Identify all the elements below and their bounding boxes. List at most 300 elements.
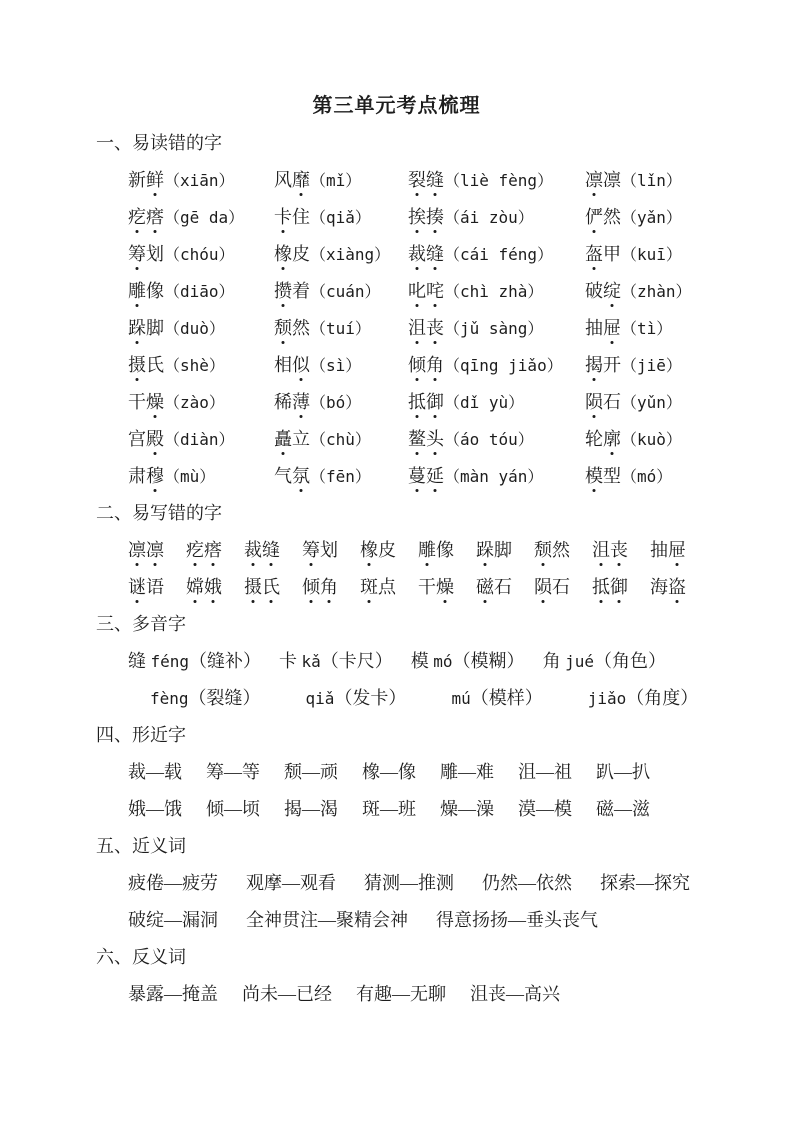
section-row: [128, 791, 737, 828]
pinyin-annotation: （xiàng）: [310, 245, 391, 264]
cn-word: [476, 540, 512, 560]
section-row: [128, 347, 737, 384]
cn-char: 缝: [262, 540, 280, 560]
cn-char: 风: [274, 170, 292, 190]
cn-char: 摄: [244, 577, 262, 597]
cn-char: 模: [585, 466, 603, 486]
pinyin-annotation: （bó）: [310, 393, 362, 412]
cn-word: [585, 244, 621, 264]
polyphone-reading: jué: [565, 652, 594, 671]
word-pair: 磁—滋: [596, 799, 650, 819]
cn-char: 稀: [274, 392, 292, 412]
cn-word: [585, 429, 621, 449]
cn-char: 盔: [585, 244, 603, 264]
cn-char: 橡: [274, 244, 292, 264]
word-entry: [585, 273, 737, 310]
pinyin-annotation: （xiān）: [164, 171, 235, 190]
cn-char: 疙: [128, 207, 146, 227]
cn-word: [128, 466, 164, 486]
word-entry: [302, 532, 338, 569]
cn-word: [128, 170, 164, 190]
word-entry: [585, 162, 737, 199]
cn-char: 皮: [378, 540, 396, 560]
cn-char: 筹: [128, 244, 146, 264]
cn-char: 肃: [128, 466, 146, 486]
pinyin-annotation: （yǔn）: [621, 393, 682, 412]
cn-word: [585, 318, 621, 338]
word-entry: [408, 458, 585, 495]
cn-char: 雕: [128, 281, 146, 301]
cn-char: 穆: [146, 466, 164, 486]
cn-char: 盗: [668, 577, 686, 597]
cn-char: 裁: [244, 540, 262, 560]
cn-char: 磁: [476, 577, 494, 597]
cn-char: 筹: [302, 540, 320, 560]
pinyin-annotation: （qiǎ）: [310, 208, 371, 227]
word-pair: 得意扬扬—垂头丧气: [436, 910, 598, 930]
cn-word: [585, 355, 621, 375]
pinyin-annotation: （tì）: [621, 319, 673, 338]
cn-char: 然: [552, 540, 570, 560]
word-entry: [650, 569, 686, 606]
word-entry: [592, 569, 628, 606]
polyphone-character: 角: [542, 651, 566, 671]
word-pair: 揭—渴: [284, 799, 338, 819]
cn-char: 甲: [603, 244, 621, 264]
cn-word: [408, 466, 444, 486]
cn-char: 揍: [426, 207, 444, 227]
word-entry: [244, 569, 280, 606]
word-entry: [408, 273, 585, 310]
cn-char: 抽: [650, 540, 668, 560]
cn-char: 鲜: [146, 170, 164, 190]
polyphone-reading: mó: [433, 652, 453, 671]
word-entry: [585, 310, 737, 347]
word-entry: [592, 532, 628, 569]
cn-char: 燥: [146, 392, 164, 412]
cn-char: 氏: [146, 355, 164, 375]
cn-char: 瘩: [204, 540, 222, 560]
section-similar-shaped-characters: [96, 717, 737, 828]
cn-char: 宫: [128, 429, 146, 449]
cn-char: 燥: [436, 577, 454, 597]
cn-char: 凛: [128, 540, 146, 560]
cn-word: [408, 244, 444, 264]
cn-char: 开: [603, 355, 621, 375]
cn-char: 裂: [408, 170, 426, 190]
polyphone-example: （模糊）: [452, 651, 525, 671]
cn-word: [408, 392, 444, 412]
word-entry: [585, 199, 737, 236]
polyphone-example: （角色）: [593, 651, 666, 671]
cn-word: [534, 540, 570, 560]
cn-word: [244, 577, 280, 597]
cn-char: 石: [552, 577, 570, 597]
cn-char: 沮: [408, 318, 426, 338]
pinyin-annotation: （shè）: [164, 356, 225, 375]
polyphone-example: （发卡）: [334, 688, 407, 708]
cn-char: 斑: [360, 577, 378, 597]
polyphone-example: （缝补）: [189, 651, 262, 671]
word-entry: [128, 347, 274, 384]
cn-char: 陨: [534, 577, 552, 597]
pinyin-annotation: （cuán）: [310, 282, 381, 301]
cn-char: 住: [292, 207, 310, 227]
cn-char: 卡: [274, 207, 292, 227]
pinyin-annotation: （mù）: [164, 467, 216, 486]
cn-word: [585, 466, 621, 486]
section-row: [128, 421, 737, 458]
word-pair: 仍然—依然: [482, 873, 572, 893]
pinyin-annotation: （yǎn）: [621, 208, 682, 227]
word-entry: [274, 162, 408, 199]
cn-char: 然: [292, 318, 310, 338]
polyphone-entry: [411, 643, 525, 680]
word-entry: [650, 532, 686, 569]
word-entry: [274, 384, 408, 421]
cn-char: 裁: [408, 244, 426, 264]
word-entry: [186, 569, 222, 606]
cn-char: 沮: [592, 540, 610, 560]
section-heading: 一、易读错的字: [96, 133, 222, 153]
cn-char: 凛: [603, 170, 621, 190]
section-row: [128, 754, 737, 791]
cn-char: 谜: [128, 577, 146, 597]
cn-char: 划: [146, 244, 164, 264]
cn-word: [274, 392, 310, 412]
cn-char: 丧: [610, 540, 628, 560]
section-antonyms: [96, 939, 737, 1013]
cn-char: 划: [320, 540, 338, 560]
word-entry: [534, 569, 570, 606]
cn-char: 颓: [274, 318, 292, 338]
section-row: [128, 902, 737, 939]
cn-word: [360, 540, 396, 560]
cn-char: 屉: [603, 318, 621, 338]
cn-char: 语: [146, 577, 164, 597]
pinyin-annotation: （liè fèng）: [444, 171, 554, 190]
section-row: [128, 273, 737, 310]
cn-word: [408, 429, 444, 449]
word-entry: [128, 162, 274, 199]
pinyin-annotation: （zhàn）: [621, 282, 692, 301]
pinyin-annotation: （duò）: [164, 319, 225, 338]
cn-word: [408, 207, 444, 227]
polyphone-entry: [150, 680, 261, 717]
cn-char: 摄: [128, 355, 146, 375]
cn-char: 攒: [274, 281, 292, 301]
word-entry: [186, 532, 222, 569]
cn-word: [302, 577, 338, 597]
cn-char: 蔓: [408, 466, 426, 486]
cn-char: 像: [146, 281, 164, 301]
cn-char: 干: [128, 392, 146, 412]
pinyin-annotation: （diàn）: [164, 430, 235, 449]
word-entry: [274, 236, 408, 273]
word-entry: [128, 458, 274, 495]
word-entry: [128, 421, 274, 458]
pinyin-annotation: （diāo）: [164, 282, 235, 301]
polyphone-example: （裂缝）: [188, 688, 261, 708]
word-pair: 探索—探究: [600, 873, 690, 893]
cn-word: [244, 540, 280, 560]
word-entry: [585, 421, 737, 458]
polyphone-example: （角度）: [626, 688, 699, 708]
pinyin-annotation: （tuí）: [310, 319, 371, 338]
cn-char: 像: [436, 540, 454, 560]
cn-word: [274, 466, 310, 486]
word-entry: [274, 347, 408, 384]
cn-char: 新: [128, 170, 146, 190]
cn-char: 跺: [128, 318, 146, 338]
cn-word: [418, 577, 454, 597]
section-heading: 六、反义词: [96, 947, 186, 967]
word-pair: 颓—顽: [284, 762, 338, 782]
polyphone-reading: féng: [150, 652, 190, 671]
pinyin-annotation: （zào）: [164, 393, 225, 412]
section-row: [128, 310, 737, 347]
cn-word: [408, 170, 444, 190]
cn-char: 角: [320, 577, 338, 597]
cn-char: 揭: [585, 355, 603, 375]
section-heading: 二、易写错的字: [96, 503, 222, 523]
pinyin-annotation: （lǐn）: [621, 171, 682, 190]
polyphone-entry: [128, 643, 261, 680]
cn-word: [650, 540, 686, 560]
cn-word: [128, 207, 164, 227]
word-entry: [274, 199, 408, 236]
pinyin-annotation: （jǔ sàng）: [444, 319, 544, 338]
word-pair: 破绽—漏洞: [128, 910, 218, 930]
document-title: 第三单元考点梳理: [312, 95, 481, 117]
word-entry: [585, 384, 737, 421]
section-heading: 四、形近字: [96, 725, 186, 745]
cn-word: [128, 429, 164, 449]
word-entry: [585, 347, 737, 384]
cn-word: [585, 281, 621, 301]
word-entry: [408, 347, 585, 384]
cn-char: 抽: [585, 318, 603, 338]
pinyin-annotation: （cái féng）: [444, 245, 554, 264]
cn-word: [534, 577, 570, 597]
polyphone-reading: jiǎo: [587, 689, 627, 708]
word-entry: [534, 532, 570, 569]
cn-char: 跺: [476, 540, 494, 560]
cn-word: [592, 577, 628, 597]
cn-word: [650, 577, 686, 597]
word-pair: 橡—像: [362, 762, 416, 782]
word-entry: [585, 458, 737, 495]
cn-word: [128, 355, 164, 375]
word-entry: [408, 199, 585, 236]
cn-char: 立: [292, 429, 310, 449]
cn-char: 相: [274, 355, 292, 375]
cn-word: [585, 392, 621, 412]
cn-char: 凛: [585, 170, 603, 190]
pinyin-annotation: （ái zòu）: [444, 208, 534, 227]
word-pair: 雕—难: [440, 762, 494, 782]
section-easy-miswrite-characters: [96, 495, 737, 606]
section-row: [128, 532, 737, 569]
cn-char: 头: [426, 429, 444, 449]
cn-word: [186, 577, 222, 597]
word-pair: 暴露—掩盖: [128, 984, 218, 1004]
cn-word: [476, 577, 512, 597]
cn-word: [408, 281, 444, 301]
polyphone-reading: kǎ: [301, 652, 321, 671]
pinyin-annotation: （chì zhà）: [444, 282, 544, 301]
cn-char: 抵: [408, 392, 426, 412]
word-entry: [408, 421, 585, 458]
cn-char: 雕: [418, 540, 436, 560]
polyphone-entry: [451, 680, 542, 717]
pinyin-annotation: （chóu）: [164, 245, 235, 264]
cn-char: 缝: [426, 170, 444, 190]
cn-char: 干: [418, 577, 436, 597]
word-entry: [128, 310, 274, 347]
cn-word: [418, 540, 454, 560]
word-pair: 疲倦—疲劳: [128, 873, 218, 893]
polyphone-entry: [306, 680, 407, 717]
word-entry: [128, 569, 164, 606]
word-entry: [585, 236, 737, 273]
polyphone-example: （模样）: [470, 688, 543, 708]
cn-char: 殿: [146, 429, 164, 449]
word-pair: 燥—澡: [440, 799, 494, 819]
cn-char: 氛: [292, 466, 310, 486]
cn-char: 御: [426, 392, 444, 412]
cn-char: 海: [650, 577, 668, 597]
section-synonyms: [96, 828, 737, 939]
cn-word: [128, 281, 164, 301]
word-entry: [244, 532, 280, 569]
cn-char: 嫦: [186, 577, 204, 597]
pinyin-annotation: （kuò）: [621, 430, 682, 449]
cn-char: 娥: [204, 577, 222, 597]
word-entry: [360, 532, 396, 569]
word-pair: 娥—饿: [128, 799, 182, 819]
cn-char: 轮: [585, 429, 603, 449]
pinyin-annotation: （áo tóu）: [444, 430, 534, 449]
section-row: [128, 199, 737, 236]
cn-word: [274, 318, 310, 338]
polyphone-character: 模: [410, 651, 434, 671]
cn-char: 矗: [274, 429, 292, 449]
section-heading: 五、近义词: [96, 836, 186, 856]
cn-word: [585, 207, 621, 227]
cn-char: 俨: [585, 207, 603, 227]
word-entry: [274, 458, 408, 495]
cn-word: [408, 355, 444, 375]
pinyin-annotation: （chù）: [310, 430, 371, 449]
section-polyphonic-characters: [96, 606, 737, 717]
word-entry: [408, 384, 585, 421]
cn-word: [274, 429, 310, 449]
cn-word: [274, 244, 310, 264]
word-pair: 斑—班: [362, 799, 416, 819]
cn-word: [585, 170, 621, 190]
cn-word: [302, 540, 338, 560]
cn-word: [128, 577, 164, 597]
cn-char: 廓: [603, 429, 621, 449]
section-row: [128, 458, 737, 495]
section-row: [128, 643, 737, 680]
cn-char: 瘩: [146, 207, 164, 227]
cn-word: [186, 540, 222, 560]
polyphone-reading: mú: [451, 689, 471, 708]
polyphone-entry: [588, 680, 699, 717]
word-entry: [128, 199, 274, 236]
word-entry: [476, 532, 512, 569]
pinyin-annotation: （qīng jiǎo）: [444, 356, 563, 375]
word-entry: [476, 569, 512, 606]
cn-char: 咤: [426, 281, 444, 301]
pinyin-annotation: （sì）: [310, 356, 362, 375]
cn-char: 倾: [408, 355, 426, 375]
document-body: [96, 125, 737, 1013]
cn-char: 颓: [534, 540, 552, 560]
word-entry: [128, 273, 274, 310]
word-entry: [128, 236, 274, 273]
word-pair: 尚未—已经: [242, 984, 332, 1004]
cn-char: 缝: [426, 244, 444, 264]
pinyin-annotation: （gē da）: [164, 208, 245, 227]
cn-word: [408, 318, 444, 338]
word-entry: [360, 569, 396, 606]
cn-word: [274, 170, 310, 190]
word-entry: [408, 310, 585, 347]
section-row: [128, 569, 737, 606]
cn-char: 石: [494, 577, 512, 597]
word-entry: [418, 532, 454, 569]
polyphone-character: 缝: [128, 651, 151, 671]
word-entry: [408, 236, 585, 273]
pinyin-annotation: （dǐ yù）: [444, 393, 525, 412]
word-entry: [302, 569, 338, 606]
section-row: [128, 865, 737, 902]
word-pair: 裁—载: [128, 762, 182, 782]
polyphone-entry: [543, 643, 666, 680]
word-entry: [274, 310, 408, 347]
pinyin-annotation: （kuī）: [621, 245, 682, 264]
word-pair: 全神贯注—聚精会神: [246, 910, 408, 930]
pinyin-annotation: （mǐ）: [310, 171, 362, 190]
cn-char: 丧: [426, 318, 444, 338]
polyphone-entry: [279, 643, 393, 680]
cn-char: 绽: [603, 281, 621, 301]
section-row: [150, 680, 737, 717]
section-row: [128, 384, 737, 421]
section-heading: 三、多音字: [96, 614, 186, 634]
cn-char: 脚: [146, 318, 164, 338]
polyphone-character: 卡: [279, 651, 302, 671]
word-pair: 倾—顷: [206, 799, 260, 819]
word-pair: 有趣—无聊: [356, 984, 446, 1004]
cn-char: 挨: [408, 207, 426, 227]
word-entry: [418, 569, 454, 606]
cn-char: 点: [378, 577, 396, 597]
section-row: [128, 162, 737, 199]
word-pair: 筹—等: [206, 762, 260, 782]
word-entry: [274, 421, 408, 458]
section-row: [128, 236, 737, 273]
section-row: [128, 976, 737, 1013]
cn-char: 气: [274, 466, 292, 486]
cn-char: 靡: [292, 170, 310, 190]
cn-char: 凛: [146, 540, 164, 560]
cn-word: [128, 318, 164, 338]
cn-word: [592, 540, 628, 560]
